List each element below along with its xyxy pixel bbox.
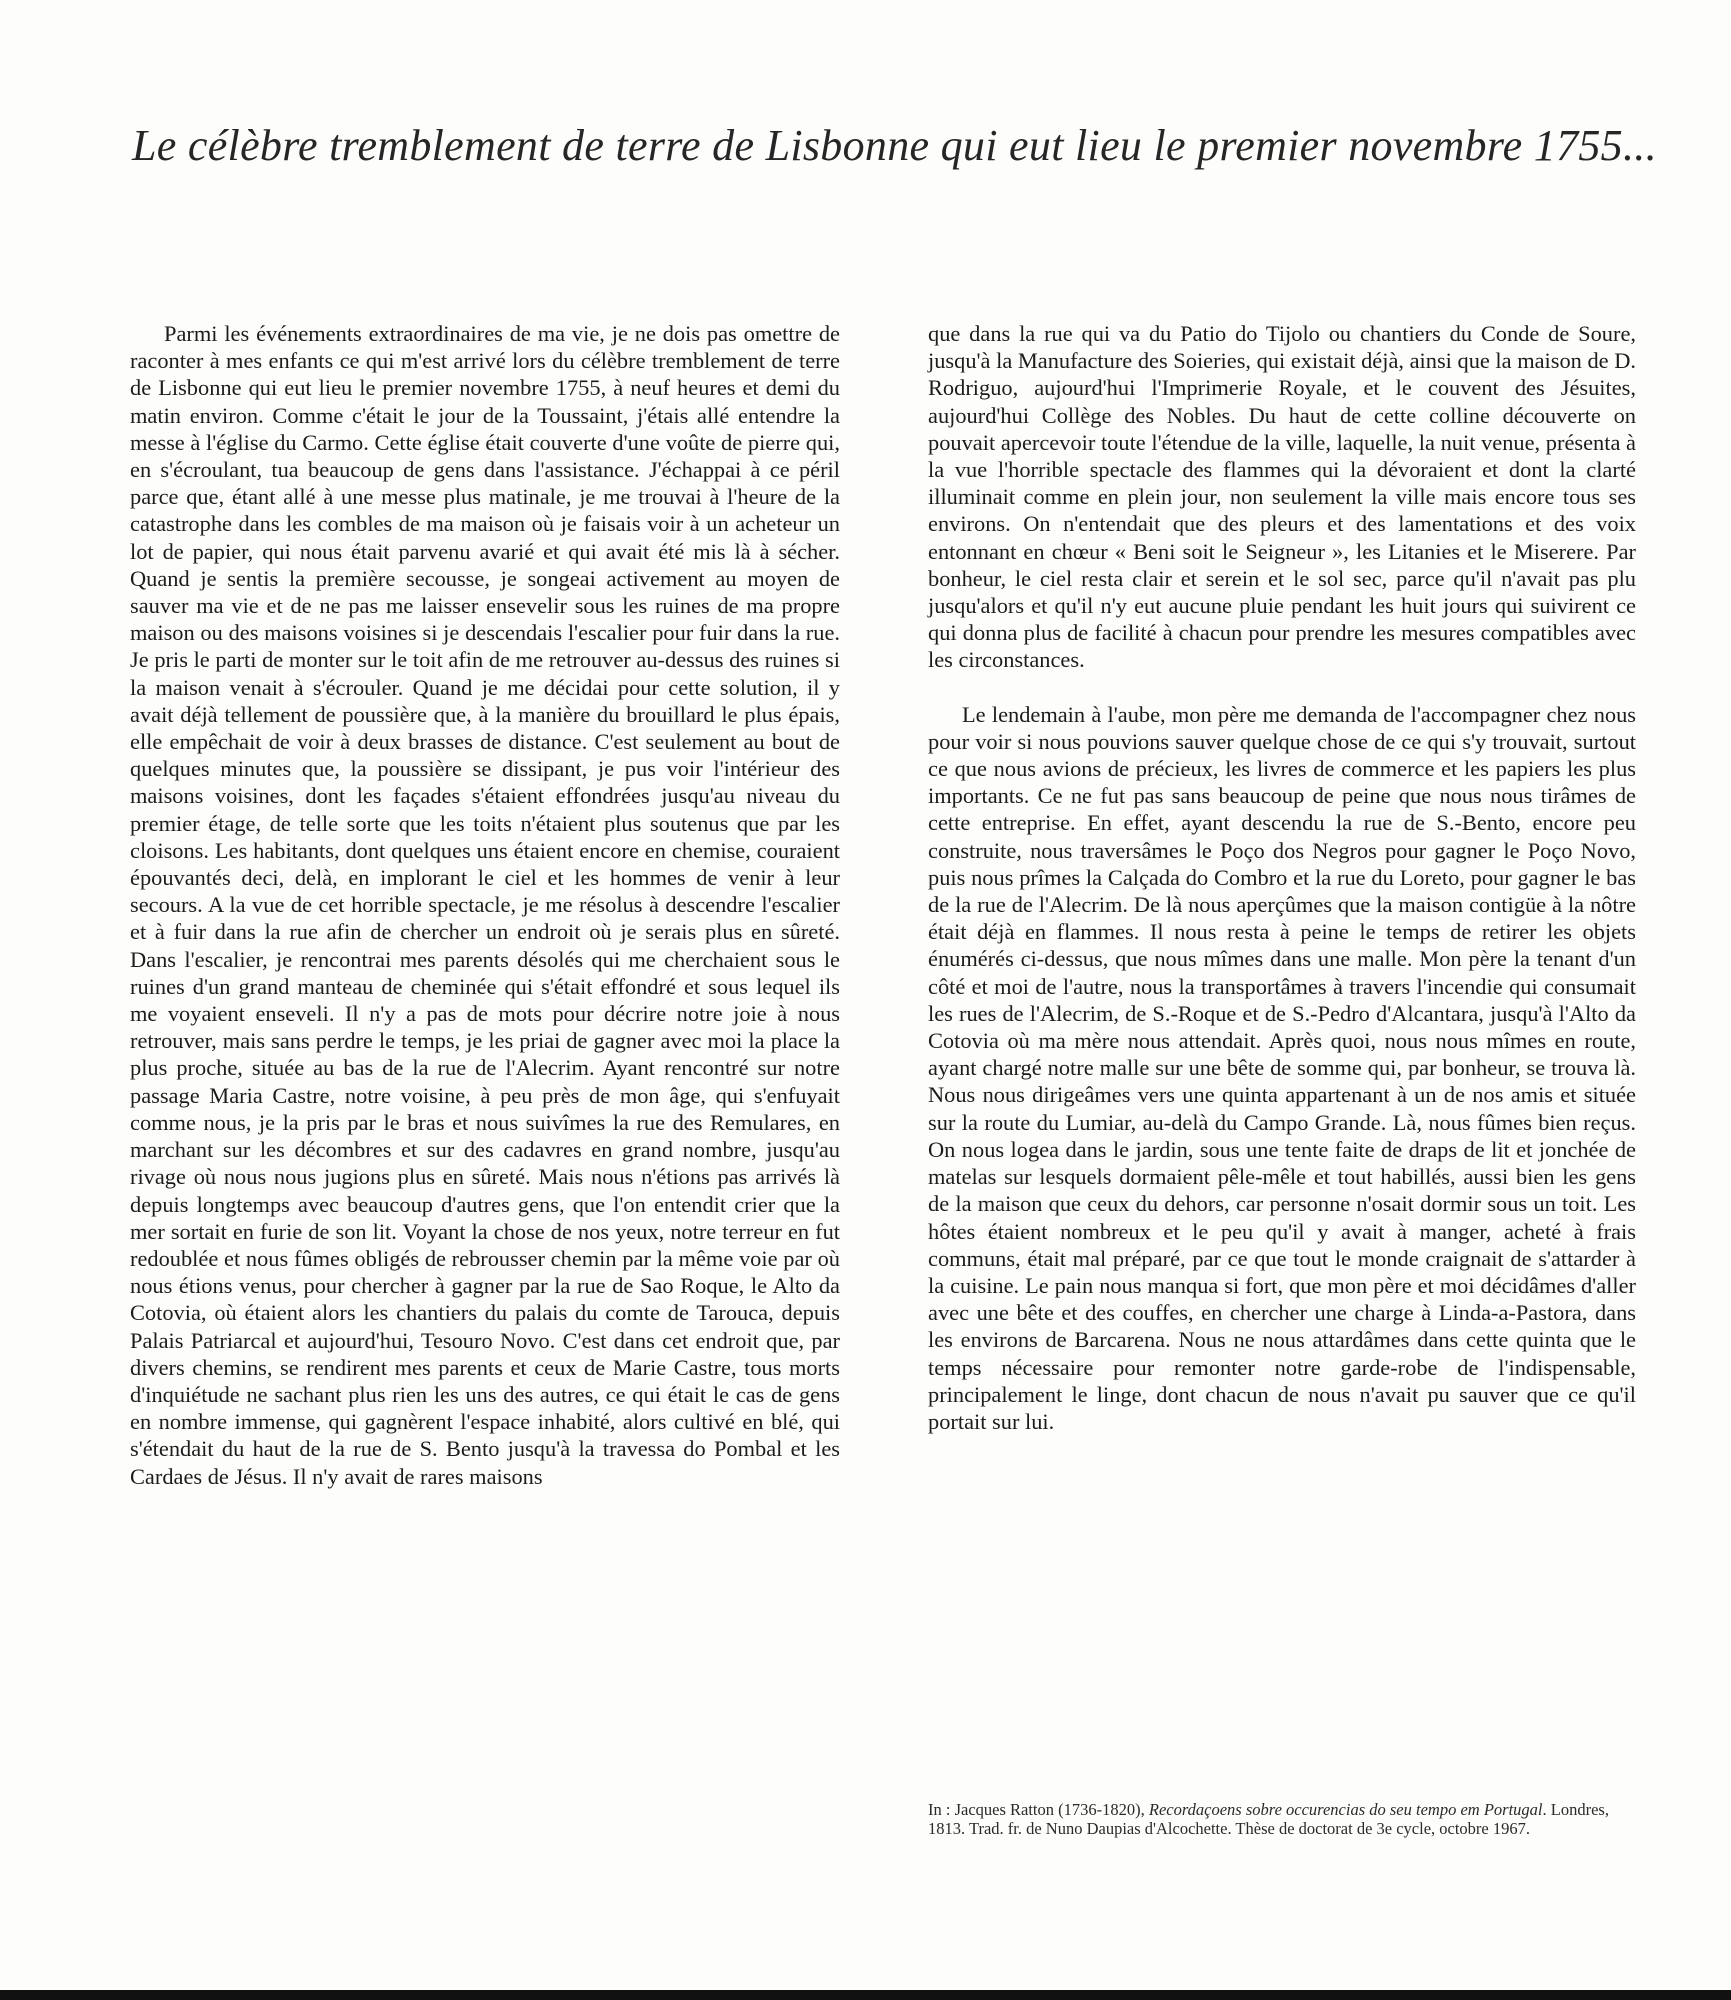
- right-column: [928, 320, 1636, 1435]
- footnote-suffix: . Londres, 1813. Trad. fr. de Nuno Daupias d'Alcochette. Thèse de doctorat de 3e cycle, octobre 1967.: [928, 1800, 1609, 1838]
- scan-bottom-border: [0, 1990, 1731, 2000]
- source-footnote: [928, 1800, 1638, 1838]
- footnote-prefix: In : Jacques Ratton (1736-1820),: [928, 1800, 1149, 1819]
- footnote-work-title: Recordaçoens sobre occurencias do seu tempo em Portugal: [1148, 1800, 1543, 1819]
- right-paragraph-1: que dans la rue qui va du Patio do Tijolo ou chantiers du Conde de Soure, jusqu'à la Manufacture des Soieries, qui existait déjà, ainsi que la maison de D. Rodriguo, aujourd'hui l'Imprimerie Royale, et le couvent des Jésuites, aujourd'hui Collège des Nobles. Du haut de cette colline découverte on pouvait apercevoir toute l'étendue de la ville, laquelle, la nuit venue, présenta à la vue l'horrible spectacle des flammes qui la dévoraient et dont la clarté illuminait comme en plein jour, non seulement la ville mais encore tous ses environs. On n'entendait que des pleurs et des lamentations et des voix entonnant en chœur « Beni soit le Seigneur », les Litanies et le Miserere. Par bonheur, le ciel resta clair et serein et le sol sec, parce qu'il n'avait pas plu jusqu'alors et qu'il n'y eut aucune pluie pendant les huit jours qui suivirent ce qui donna plus de facilité à chacun pour prendre les mesures compatibles avec les circonstances.: [928, 321, 1636, 673]
- left-paragraph-1: Parmi les événements extraordinaires de ma vie, je ne dois pas omettre de raconter à mes enfants ce qui m'est arrivé lors du célèbre tremblement de terre de Lisbonne qui eut lieu le premier novembre 1755, à neuf heures et demi du matin environ. Comme c'était le jour de la Toussaint, j'étais allé entendre la messe à l'église du Carmo. Cette église était couverte d'une voûte de pierre qui, en s'écroulant, tua beaucoup de gens dans l'assistance. J'échappai à ce péril parce que, étant allé à une messe plus matinale, je me trouvai à l'heure de la catastrophe dans les combles de ma maison où je faisais voir à un acheteur un lot de papier, qui nous était parvenu avarié et qui avait été mis là à sécher. Quand je sentis la première secousse, je songeai activement au moyen de sauver ma vie et de ne pas me laisser ensevelir sous les ruines de ma propre maison ou des maisons voisines si je descendais l'escalier pour fuir dans la rue. Je pris le parti de monter sur le toit afin de me retrouver au-dessus des ruines si la maison venait à s'écrouler. Quand je me décidai pour cette solution, il y avait déjà tellement de poussière que, à la manière du brouillard le plus épais, elle empêchait de voir à deux brasses de distance. C'est seulement au bout de quelques minutes que, la poussière se dissipant, je pus voir l'intérieur des maisons voisines, dont les façades s'étaient effondrées jusqu'au niveau du premier étage, de telle sorte que les toits n'étaient plus soutenus que par les cloisons. Les habitants, dont quelques uns étaient encore en chemise, couraient épouvantés deci, delà, en implorant le ciel et les hommes de venir à leur secours. A la vue de cet horrible spectacle, je me résolus à descendre l'escalier et à fuir dans la rue afin de chercher un endroit où je serais plus en sûreté. Dans l'escalier, je rencontrai mes parents désolés qui me cherchaient sous le ruines d'un grand manteau de cheminée qui s'était effondré et sous lequel ils me voyaient enseveli. Il n'y a pas de mots pour décrire notre joie à nous retrouver, mais sans perdre le temps, je les priai de gagner avec moi la place la plus proche, située au bas de la rue de l'Alecrim. Ayant rencontré sur notre passage Maria Castre, notre voisine, à peu près de mon âge, qui s'enfuyait comme nous, je la pris par le bras et nous suivîmes la rue des Remulares, en marchant sur les décombres et sur des cadavres en grand nombre, jusqu'au rivage où nous nous jugions plus en sûreté. Mais nous n'étions pas arrivés là depuis longtemps avec beaucoup d'autres gens, que l'on entendit crier que la mer sortait en furie de son lit. Voyant la chose de nos yeux, notre terreur en fut redoublée et nous fûmes obligés de rebrousser chemin par la même voie par où nous étions venus, pour chercher à gagner par la rue de Sao Roque, le Alto da Cotovia, où étaient alors les chantiers du palais du comte de Tarouca, depuis Palais Patriarcal et aujourd'hui, Tesouro Novo. C'est dans cet endroit que, par divers chemins, se rendirent mes parents et ceux de Marie Castre, tous morts d'inquiétude ne sachant plus rien les uns des autres, ce qui était le cas de gens en nombre immense, qui gagnèrent l'espace inhabité, alors cultivé en blé, qui s'étendait du haut de la rue de S. Bento jusqu'à la travessa do Pombal et les Cardaes de Jésus. Il n'y avait de rares maisons: [130, 321, 840, 1489]
- page-title: Le célèbre tremblement de terre de Lisbonne qui eut lieu le premier novembre 1755...: [132, 121, 1657, 170]
- right-paragraph-2: Le lendemain à l'aube, mon père me demanda de l'accompagner chez nous pour voir si nous pouvions sauver quelque chose de ce qui s'y trouvait, surtout ce que nous avions de précieux, les livres de commerce et les papiers les plus importants. Ce ne fut pas sans beaucoup de peine que nous nous tirâmes de cette entreprise. En effet, ayant descendu la rue de S.-Bento, encore peu construite, nous traversâmes le Poço dos Negros pour gagner le Poço Novo, puis nous prîmes la Calçada do Combro et la rue du Loreto, pour gagner le bas de la rue de l'Alecrim. De là nous aperçûmes que la maison contigüe à la nôtre était déjà en flammes. Il nous resta à peine le temps de retirer les objets énumérés ci-dessus, que nous mîmes dans une malle. Mon père la tenant d'un côté et moi de l'autre, nous la transportâmes à travers l'incendie qui consumait les rues de l'Alecrim, de S.-Roque et de S.-Pedro d'Alcantara, jusqu'à l'Alto da Cotovia où ma mère nous attendait. Après quoi, nous nous mîmes en route, ayant chargé notre malle sur une bête de somme qui, par bonheur, se trouva là. Nous nous dirigeâmes vers une quinta appartenant à un de nos amis et située sur la route du Lumiar, au-delà du Campo Grande. Là, nous fûmes bien reçus. On nous logea dans le jardin, sous une tente faite de draps de lit et jonchée de matelas sur lesquels dormaient pêle-mêle et tout habillés, aussi bien les gens de la maison que ceux du dehors, car personne n'osait dormir sous un toit. Les hôtes étaient nombreux et le peu qu'il y avait à manger, acheté à frais communs, était mal préparé, par ce que tout le monde craignait de s'attarder à la cuisine. Le pain nous manqua si fort, que mon père et moi décidâmes d'aller avec une bête et des couffes, en chercher une charge à Linda-a-Pastora, dans les environs de Barcarena. Nous ne nous attardâmes dans cette quinta que le temps nécessaire pour remonter notre garde-robe de l'indispensable, principalement le linge, dont chacun de nous n'avait pu sauver que ce qu'il portait sur lui.: [928, 701, 1636, 1434]
- left-column: [130, 320, 840, 1490]
